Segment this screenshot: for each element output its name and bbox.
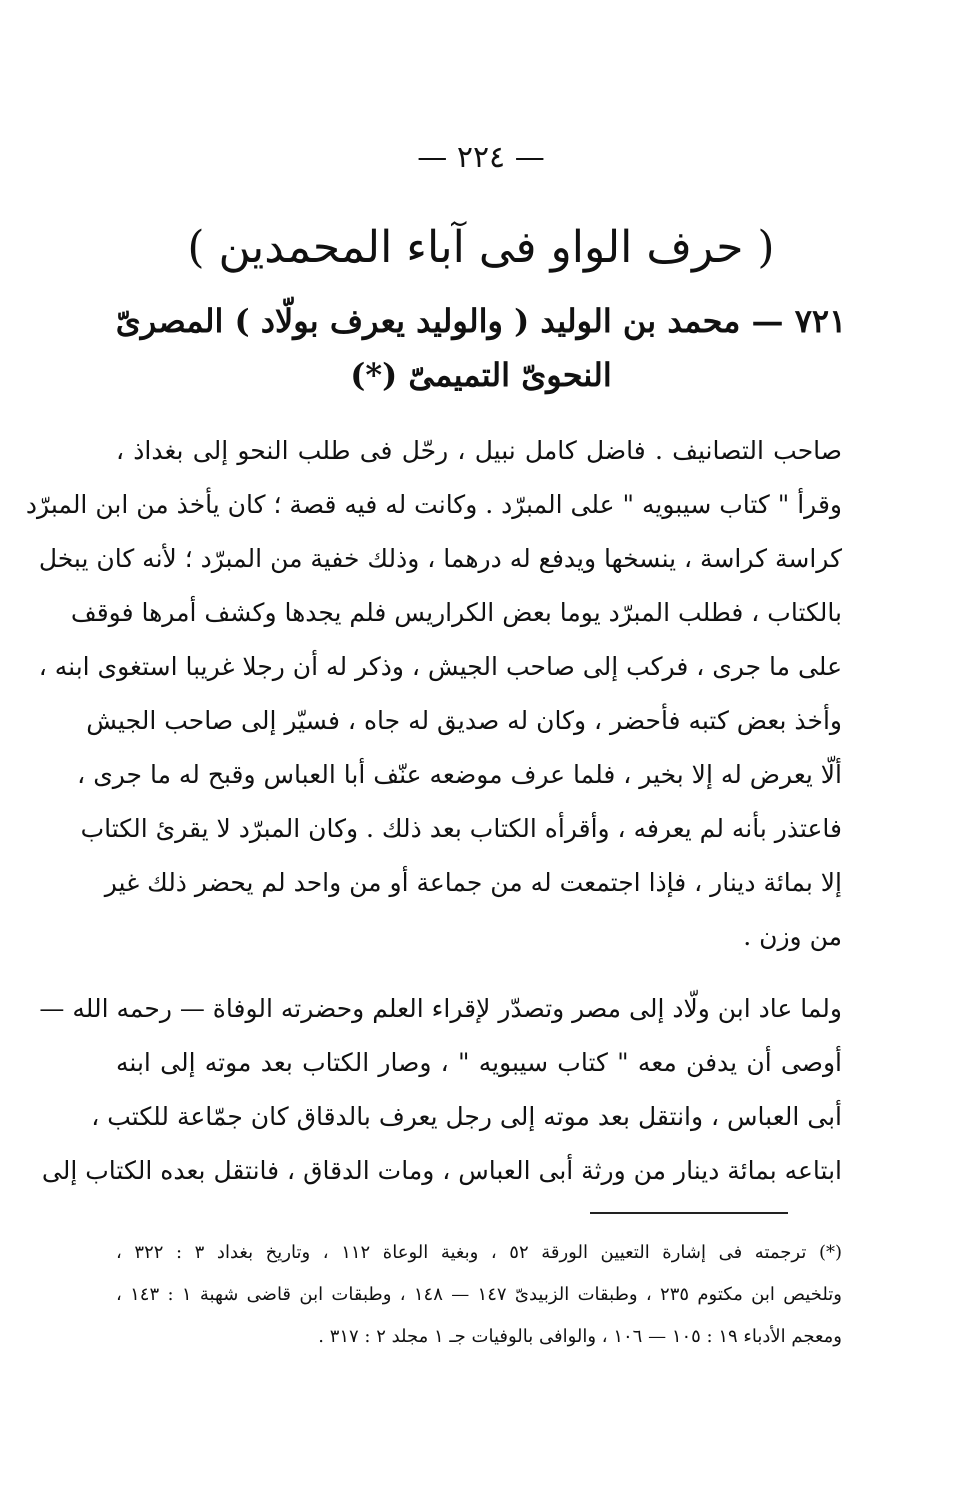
text-line: من وزن . — [743, 922, 842, 951]
text-line: ولما عاد ابن ولّاد إلى مصر وتصدّر لإقراء العلم وحضرته الوفاة — رحمه الله — — [39, 994, 842, 1023]
page-number: — ٢٢٤ — — [417, 140, 545, 175]
footnote-divider — [590, 1212, 788, 1214]
paragraph-2 — [39, 982, 842, 1198]
text-line: أبى العباس ، وانتقل بعد موته إلى رجل يعرف بالدقاق كان جمّاعة للكتب ، — [91, 1102, 842, 1131]
footnotes — [116, 1232, 842, 1358]
footnote-line: وتلخيص ابن مكتوم ٢٣٥ ، وطبقات الزبيدىّ ١٤٧ — ١٤٨ ، وطبقات ابن قاضى شهبة ١ : ١٤٣ ، — [116, 1284, 842, 1305]
footnote-line: (*) ترجمته فى إشارة التعيين الورقة ٥٢ ، وبغية الوعاة ١١٢ ، وتاريخ بغداد ٣ : ٣٢٢ ، — [116, 1242, 842, 1263]
text-line: وأخذ بعض كتبه فأحضر ، وكان له صديق له جاه ، فسيّر إلى صاحب الجيش — [86, 706, 842, 735]
entry-title-line-1: ٧٢١ — محمد بن الوليد ( والوليد يعرف بولّاد ) المصرىّ — [115, 302, 847, 340]
text-line: بالكتاب ، فطلب المبرّد يوما بعض الكراريس فلم يجدها وكشف أمرها فوقف — [70, 598, 842, 627]
text-line: ألّا يعرض له إلا بخير ، فلما عرف موضعه عنّف أبا العباس وقبح له ما جرى ، — [77, 760, 842, 789]
text-line: على ما جرى ، فركب إلى صاحب الجيش ، وذكر له أن رجلا غريبا استغوى ابنه ، — [38, 652, 842, 681]
text-line: ابتاعه بمائة دينار من ورثة أبى العباس ، ومات الدقاق ، فانتقل بعده الكتاب إلى — [41, 1156, 842, 1185]
text-line: أوصى أن يدفن معه " كتاب سيبويه " ، وصار الكتاب بعد موته إلى ابنه — [116, 1048, 842, 1077]
paragraph-1 — [25, 424, 842, 964]
text-line: إلا بمائة دينار ، فإذا اجتمعت له من جماعة أو من واحد لم يحضر ذلك غير — [104, 868, 842, 897]
footnote-line: ومعجم الأدباء ١٩ : ١٠٥ — ١٠٦ ، والوافى بالوفيات جـ ١ مجلد ٢ : ٣١٧ . — [318, 1326, 842, 1347]
text-line: فاعتذر بأنه لم يعرفه ، وأقرأه الكتاب بعد ذلك . وكان المبرّد لا يقرئ الكتاب — [80, 814, 842, 843]
text-line: صاحب التصانيف . فاضل كامل نبيل ، رحّل فى طلب النحو إلى بغداذ ، — [116, 436, 842, 465]
text-line: وقرأ " كتاب سيبويه " على المبرّد . وكانت له فيه قصة ؛ كان يأخذ من ابن المبرّد — [25, 490, 842, 519]
text-line: كراسة كراسة ، ينسخها ويدفع له درهما ، وذلك خفية من المبرّد ؛ لأنه كان يبخل — [38, 544, 842, 573]
entry-title-line-2: النحوىّ التميمىّ (*) — [350, 356, 612, 394]
chapter-heading: ( حرف الواو فى آباء المحمدين ) — [187, 222, 775, 273]
